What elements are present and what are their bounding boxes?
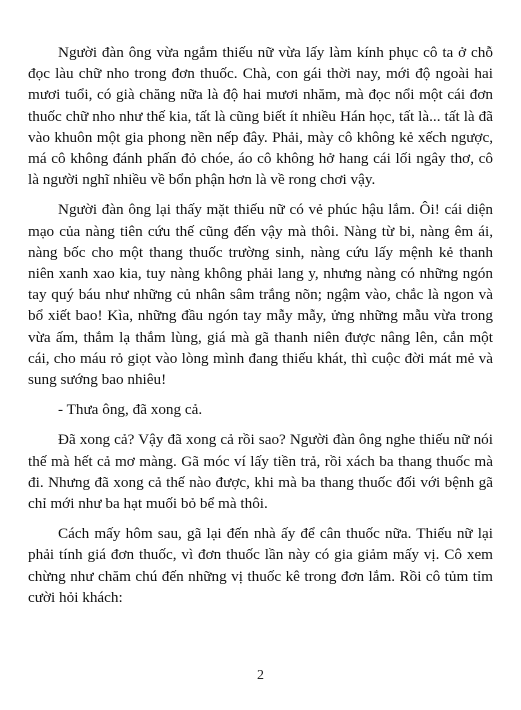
- body-text: [28, 42, 493, 617]
- paragraph-2: Người đàn ông lại thấy mặt thiếu nữ có vẻ phúc hậu lắm. Ôi! cái diện mạo của nàng tiên cứu thế cũng đến vậy mà thôi. Nàng từ bi, nàng êm ái, nàng bốc cho một thang thuốc trường sinh, nàng cứu lấy mệnh kẻ thanh niên xanh xao kia, tuy nàng không phải lang y, nhưng nàng có những ngón tay quý báu như những củ nhân sâm trắng nõn; ngậm vào, chắc là ngon và bổ xiết bao! Kìa, những đầu ngón tay mẫy mẫy, ửng những mẫu vừa trong vừa ấm, thắm lạ thắm lùng, giá mà gã thanh niên được nâng lên, cắn một cái, cho máu rỏ giọt vào lòng mình đang thiếu khát, thì cuộc đời mát mẻ và sung sướng bao nhiêu!: [28, 201, 493, 389]
- paragraph-3-dialogue: - Thưa ông, đã xong cả.: [58, 401, 203, 419]
- paragraph-4: Đã xong cả? Vậy đã xong cả rồi sao? Người đàn ông nghe thiếu nữ nói thế mà hết cả mơ màng. Gã móc ví lấy tiền trả, rồi xách ba thang thuốc mà đi. Nhưng đã xong cả thế nào được, khi mà ba thang thuốc đối với bệnh gã chỉ mới như ba hạt muối bỏ bể mà thôi.: [28, 431, 493, 513]
- page-number: 2: [257, 668, 264, 683]
- paragraph-1: Người đàn ông vừa ngắm thiếu nữ vừa lấy làm kính phục cô ta ở chỗ đọc làu chữ nho trong đơn thuốc. Chà, con gái thời nay, mới độ ngoài hai mươi tuổi, có già chăng nữa là độ hai mươi nhăm, mà đọc nổi một cái đơn thuốc chữ nho như thế kia, tất là cũng biết ít nhiều Hán học, tất là... tất là đã vào khuôn một gia phong nền nếp đây. Phải, mày cô không kẻ xếch ngược, má cô không đánh phấn đỏ chóe, áo cô không hở hang cái lối ngây thơ, cô là người nghĩ nhiều về bổn phận hơn là về rong chơi vậy.: [28, 44, 493, 189]
- paragraph-5: Cách mấy hôm sau, gã lại đến nhà ấy để cân thuốc nữa. Thiếu nữ lại phải tính giá đơn thuốc, vì đơn thuốc lần này có gia giảm mấy vị. Cô xem chừng như chăm chú đến những vị thuốc kê trong đơn lắm. Rồi cô tủm tỉm cười hỏi khách:: [28, 525, 493, 606]
